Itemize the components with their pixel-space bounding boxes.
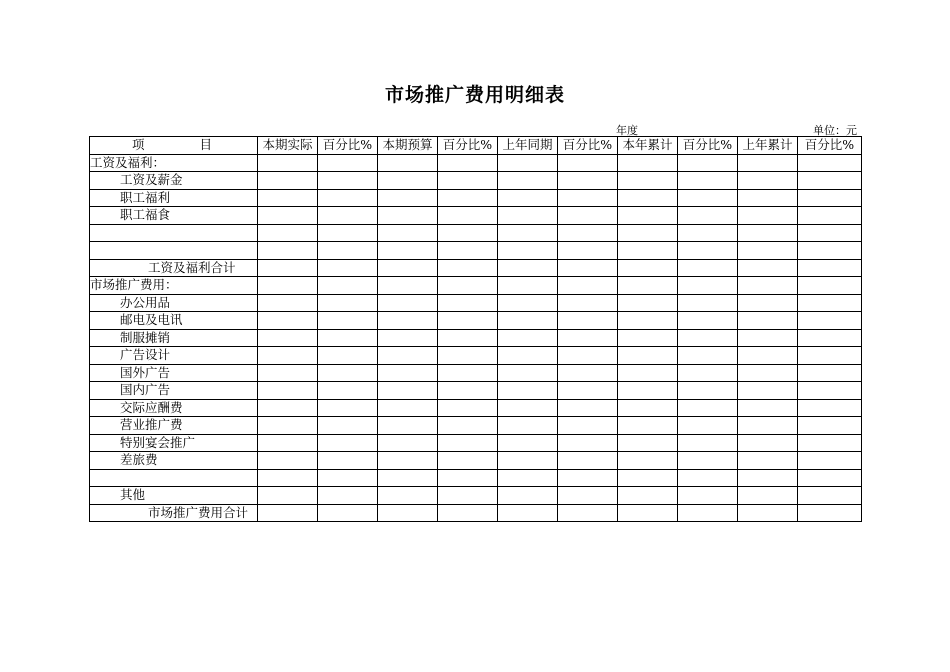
value-cell[interactable] (318, 294, 378, 312)
year-label: 年度 (616, 124, 638, 137)
row-label (90, 224, 258, 242)
value-cell[interactable] (438, 189, 498, 207)
value-cell[interactable] (738, 312, 798, 330)
value-cell[interactable] (378, 452, 438, 470)
row-label: 国外广告 (90, 364, 258, 382)
value-cell[interactable] (258, 207, 318, 225)
unit-label: 单位：元 (813, 124, 857, 137)
value-cell[interactable] (558, 469, 618, 487)
table-row (90, 329, 862, 347)
value-cell[interactable] (318, 329, 378, 347)
value-cell[interactable] (678, 312, 738, 330)
value-cell[interactable] (618, 417, 678, 435)
value-cell[interactable] (438, 364, 498, 382)
value-cell[interactable] (378, 172, 438, 190)
value-cell[interactable] (798, 417, 862, 435)
table-row (90, 189, 862, 207)
row-label: 市场推广费用合计 (90, 504, 258, 522)
value-cell[interactable] (438, 399, 498, 417)
value-cell[interactable] (798, 277, 862, 295)
value-cell[interactable] (558, 207, 618, 225)
value-cell[interactable] (738, 399, 798, 417)
value-cell[interactable] (438, 172, 498, 190)
value-cell[interactable] (438, 382, 498, 400)
value-cell[interactable] (258, 434, 318, 452)
value-cell[interactable] (378, 277, 438, 295)
row-label (90, 469, 258, 487)
value-cell[interactable] (678, 417, 738, 435)
value-cell[interactable] (798, 242, 862, 260)
value-cell[interactable] (558, 224, 618, 242)
value-cell[interactable] (558, 277, 618, 295)
value-cell[interactable] (258, 277, 318, 295)
value-cell[interactable] (798, 487, 862, 505)
value-cell[interactable] (318, 487, 378, 505)
value-cell[interactable] (318, 347, 378, 365)
value-cell[interactable] (498, 487, 558, 505)
value-cell[interactable] (678, 294, 738, 312)
value-cell[interactable] (378, 294, 438, 312)
value-cell[interactable] (738, 452, 798, 470)
value-cell[interactable] (618, 504, 678, 522)
value-cell[interactable] (738, 172, 798, 190)
value-cell[interactable] (258, 312, 318, 330)
table-row (90, 434, 862, 452)
value-cell[interactable] (618, 487, 678, 505)
row-label: 交际应酬费 (90, 399, 258, 417)
value-cell[interactable] (678, 329, 738, 347)
value-cell[interactable] (438, 312, 498, 330)
row-label: 制服摊销 (90, 329, 258, 347)
value-cell[interactable] (498, 172, 558, 190)
value-cell[interactable] (498, 347, 558, 365)
value-cell[interactable] (318, 364, 378, 382)
value-cell[interactable] (678, 382, 738, 400)
value-cell[interactable] (618, 277, 678, 295)
value-cell[interactable] (738, 487, 798, 505)
value-cell[interactable] (378, 242, 438, 260)
value-cell[interactable] (258, 189, 318, 207)
value-cell[interactable] (798, 207, 862, 225)
value-cell[interactable] (558, 312, 618, 330)
header-row (90, 137, 862, 155)
value-cell[interactable] (318, 417, 378, 435)
column-header: 百分比% (678, 137, 738, 155)
value-cell[interactable] (678, 487, 738, 505)
value-cell[interactable] (678, 469, 738, 487)
value-cell[interactable] (738, 364, 798, 382)
value-cell[interactable] (438, 207, 498, 225)
row-label: 其他 (90, 487, 258, 505)
value-cell[interactable] (558, 154, 618, 172)
value-cell[interactable] (378, 189, 438, 207)
table-row (90, 399, 862, 417)
value-cell[interactable] (558, 452, 618, 470)
value-cell[interactable] (378, 417, 438, 435)
row-label: 差旅费 (90, 452, 258, 470)
value-cell[interactable] (498, 504, 558, 522)
row-label: 营业推广费 (90, 417, 258, 435)
row-label: 国内广告 (90, 382, 258, 400)
value-cell[interactable] (378, 312, 438, 330)
value-cell[interactable] (258, 382, 318, 400)
value-cell[interactable] (738, 469, 798, 487)
value-cell[interactable] (438, 329, 498, 347)
column-header: 百分比% (798, 137, 862, 155)
row-label: 职工福利 (90, 189, 258, 207)
column-header: 百分比% (318, 137, 378, 155)
row-label: 邮电及电讯 (90, 312, 258, 330)
value-cell[interactable] (678, 207, 738, 225)
value-cell[interactable] (738, 242, 798, 260)
value-cell[interactable] (618, 224, 678, 242)
value-cell[interactable] (378, 154, 438, 172)
value-cell[interactable] (498, 277, 558, 295)
value-cell[interactable] (618, 312, 678, 330)
value-cell[interactable] (678, 224, 738, 242)
column-header: 本期预算 (378, 137, 438, 155)
row-label: 市场推广费用： (90, 277, 258, 295)
value-cell[interactable] (678, 347, 738, 365)
value-cell[interactable] (618, 329, 678, 347)
table-row (90, 487, 862, 505)
value-cell[interactable] (498, 242, 558, 260)
table-row (90, 154, 862, 172)
value-cell[interactable] (378, 224, 438, 242)
value-cell[interactable] (558, 434, 618, 452)
value-cell[interactable] (258, 224, 318, 242)
value-cell[interactable] (558, 399, 618, 417)
value-cell[interactable] (798, 469, 862, 487)
value-cell[interactable] (678, 399, 738, 417)
value-cell[interactable] (618, 154, 678, 172)
table-row (90, 172, 862, 190)
row-label (90, 242, 258, 260)
value-cell[interactable] (318, 189, 378, 207)
item-column-header (90, 137, 258, 155)
table-row (90, 242, 862, 260)
value-cell[interactable] (258, 364, 318, 382)
column-header: 本年累计 (618, 137, 678, 155)
value-cell[interactable] (378, 364, 438, 382)
value-cell[interactable] (378, 259, 438, 277)
value-cell[interactable] (498, 154, 558, 172)
value-cell[interactable] (678, 504, 738, 522)
value-cell[interactable] (558, 329, 618, 347)
value-cell[interactable] (738, 382, 798, 400)
table-row (90, 207, 862, 225)
value-cell[interactable] (798, 154, 862, 172)
value-cell[interactable] (738, 294, 798, 312)
column-header: 上年同期 (498, 137, 558, 155)
value-cell[interactable] (258, 329, 318, 347)
value-cell[interactable] (438, 277, 498, 295)
table-row (90, 294, 862, 312)
value-cell[interactable] (798, 294, 862, 312)
value-cell[interactable] (678, 277, 738, 295)
value-cell[interactable] (498, 259, 558, 277)
value-cell[interactable] (678, 172, 738, 190)
value-cell[interactable] (498, 417, 558, 435)
value-cell[interactable] (258, 504, 318, 522)
value-cell[interactable] (378, 329, 438, 347)
value-cell[interactable] (618, 259, 678, 277)
value-cell[interactable] (498, 382, 558, 400)
value-cell[interactable] (318, 242, 378, 260)
row-label: 职工福食 (90, 207, 258, 225)
value-cell[interactable] (378, 399, 438, 417)
value-cell[interactable] (318, 224, 378, 242)
value-cell[interactable] (738, 154, 798, 172)
value-cell[interactable] (318, 452, 378, 470)
value-cell[interactable] (618, 364, 678, 382)
value-cell[interactable] (558, 364, 618, 382)
value-cell[interactable] (438, 504, 498, 522)
value-cell[interactable] (378, 207, 438, 225)
row-label: 特别宴会推广 (90, 434, 258, 452)
value-cell[interactable] (798, 504, 862, 522)
column-header: 上年累计 (738, 137, 798, 155)
value-cell[interactable] (618, 242, 678, 260)
value-cell[interactable] (438, 154, 498, 172)
value-cell[interactable] (258, 154, 318, 172)
value-cell[interactable] (318, 154, 378, 172)
value-cell[interactable] (498, 294, 558, 312)
value-cell[interactable] (318, 277, 378, 295)
value-cell[interactable] (438, 469, 498, 487)
value-cell[interactable] (318, 207, 378, 225)
value-cell[interactable] (318, 382, 378, 400)
table-row (90, 382, 862, 400)
value-cell[interactable] (258, 399, 318, 417)
value-cell[interactable] (498, 329, 558, 347)
value-cell[interactable] (378, 347, 438, 365)
table-row (90, 364, 862, 382)
value-cell[interactable] (318, 172, 378, 190)
value-cell[interactable] (798, 364, 862, 382)
value-cell[interactable] (498, 452, 558, 470)
value-cell[interactable] (498, 364, 558, 382)
table-row (90, 452, 862, 470)
value-cell[interactable] (258, 294, 318, 312)
page-title: 市场推广费用明细表 (384, 84, 565, 106)
value-cell[interactable] (258, 487, 318, 505)
table-row (90, 347, 862, 365)
value-cell[interactable] (678, 364, 738, 382)
value-cell[interactable] (558, 172, 618, 190)
value-cell[interactable] (558, 242, 618, 260)
value-cell[interactable] (498, 207, 558, 225)
value-cell[interactable] (378, 487, 438, 505)
value-cell[interactable] (498, 434, 558, 452)
value-cell[interactable] (558, 504, 618, 522)
value-cell[interactable] (558, 382, 618, 400)
table-row (90, 504, 862, 522)
value-cell[interactable] (438, 294, 498, 312)
column-header: 百分比% (438, 137, 498, 155)
value-cell[interactable] (258, 242, 318, 260)
value-cell[interactable] (618, 399, 678, 417)
value-cell[interactable] (738, 224, 798, 242)
value-cell[interactable] (558, 487, 618, 505)
value-cell[interactable] (438, 347, 498, 365)
value-cell[interactable] (258, 347, 318, 365)
table-row (90, 469, 862, 487)
value-cell[interactable] (618, 172, 678, 190)
value-cell[interactable] (798, 399, 862, 417)
item-header-char-2: 目 (199, 137, 212, 153)
item-header-char-1: 项 (132, 137, 145, 153)
value-cell[interactable] (318, 504, 378, 522)
table-row (90, 312, 862, 330)
value-cell[interactable] (618, 469, 678, 487)
value-cell[interactable] (738, 417, 798, 435)
value-cell[interactable] (678, 259, 738, 277)
value-cell[interactable] (678, 452, 738, 470)
value-cell[interactable] (618, 347, 678, 365)
value-cell[interactable] (558, 259, 618, 277)
value-cell[interactable] (318, 259, 378, 277)
value-cell[interactable] (438, 417, 498, 435)
value-cell[interactable] (618, 434, 678, 452)
value-cell[interactable] (438, 487, 498, 505)
value-cell[interactable] (798, 347, 862, 365)
value-cell[interactable] (258, 469, 318, 487)
value-cell[interactable] (798, 189, 862, 207)
value-cell[interactable] (678, 242, 738, 260)
value-cell[interactable] (798, 312, 862, 330)
value-cell[interactable] (738, 434, 798, 452)
value-cell[interactable] (498, 312, 558, 330)
row-label: 工资及薪金 (90, 172, 258, 190)
value-cell[interactable] (258, 452, 318, 470)
value-cell[interactable] (318, 312, 378, 330)
row-label: 工资及福利合计 (90, 259, 258, 277)
column-header: 本期实际 (258, 137, 318, 155)
value-cell[interactable] (738, 277, 798, 295)
value-cell[interactable] (798, 452, 862, 470)
row-label: 办公用品 (90, 294, 258, 312)
value-cell[interactable] (258, 172, 318, 190)
value-cell[interactable] (618, 452, 678, 470)
value-cell[interactable] (678, 434, 738, 452)
value-cell[interactable] (678, 189, 738, 207)
value-cell[interactable] (318, 399, 378, 417)
row-label: 工资及福利： (90, 154, 258, 172)
table-row (90, 224, 862, 242)
table-row (90, 259, 862, 277)
value-cell[interactable] (558, 347, 618, 365)
value-cell[interactable] (438, 242, 498, 260)
value-cell[interactable] (258, 417, 318, 435)
value-cell[interactable] (378, 382, 438, 400)
value-cell[interactable] (378, 504, 438, 522)
value-cell[interactable] (438, 434, 498, 452)
value-cell[interactable] (678, 154, 738, 172)
value-cell[interactable] (798, 434, 862, 452)
value-cell[interactable] (438, 452, 498, 470)
value-cell[interactable] (318, 469, 378, 487)
table-row (90, 417, 862, 435)
value-cell[interactable] (738, 189, 798, 207)
value-cell[interactable] (378, 434, 438, 452)
value-cell[interactable] (738, 259, 798, 277)
value-cell[interactable] (618, 382, 678, 400)
value-cell[interactable] (618, 189, 678, 207)
value-cell[interactable] (798, 329, 862, 347)
value-cell[interactable] (498, 399, 558, 417)
value-cell[interactable] (738, 347, 798, 365)
value-cell[interactable] (558, 189, 618, 207)
value-cell[interactable] (618, 207, 678, 225)
expense-table (89, 136, 862, 522)
value-cell[interactable] (738, 329, 798, 347)
value-cell[interactable] (498, 224, 558, 242)
value-cell[interactable] (798, 172, 862, 190)
value-cell[interactable] (558, 294, 618, 312)
table-row (90, 277, 862, 295)
value-cell[interactable] (498, 189, 558, 207)
value-cell[interactable] (438, 259, 498, 277)
value-cell[interactable] (798, 259, 862, 277)
row-label: 广告设计 (90, 347, 258, 365)
value-cell[interactable] (738, 207, 798, 225)
value-cell[interactable] (798, 224, 862, 242)
column-header: 百分比% (558, 137, 618, 155)
value-cell[interactable] (498, 469, 558, 487)
value-cell[interactable] (738, 504, 798, 522)
value-cell[interactable] (438, 224, 498, 242)
value-cell[interactable] (798, 382, 862, 400)
value-cell[interactable] (318, 434, 378, 452)
value-cell[interactable] (378, 469, 438, 487)
value-cell[interactable] (618, 294, 678, 312)
value-cell[interactable] (558, 417, 618, 435)
value-cell[interactable] (258, 259, 318, 277)
